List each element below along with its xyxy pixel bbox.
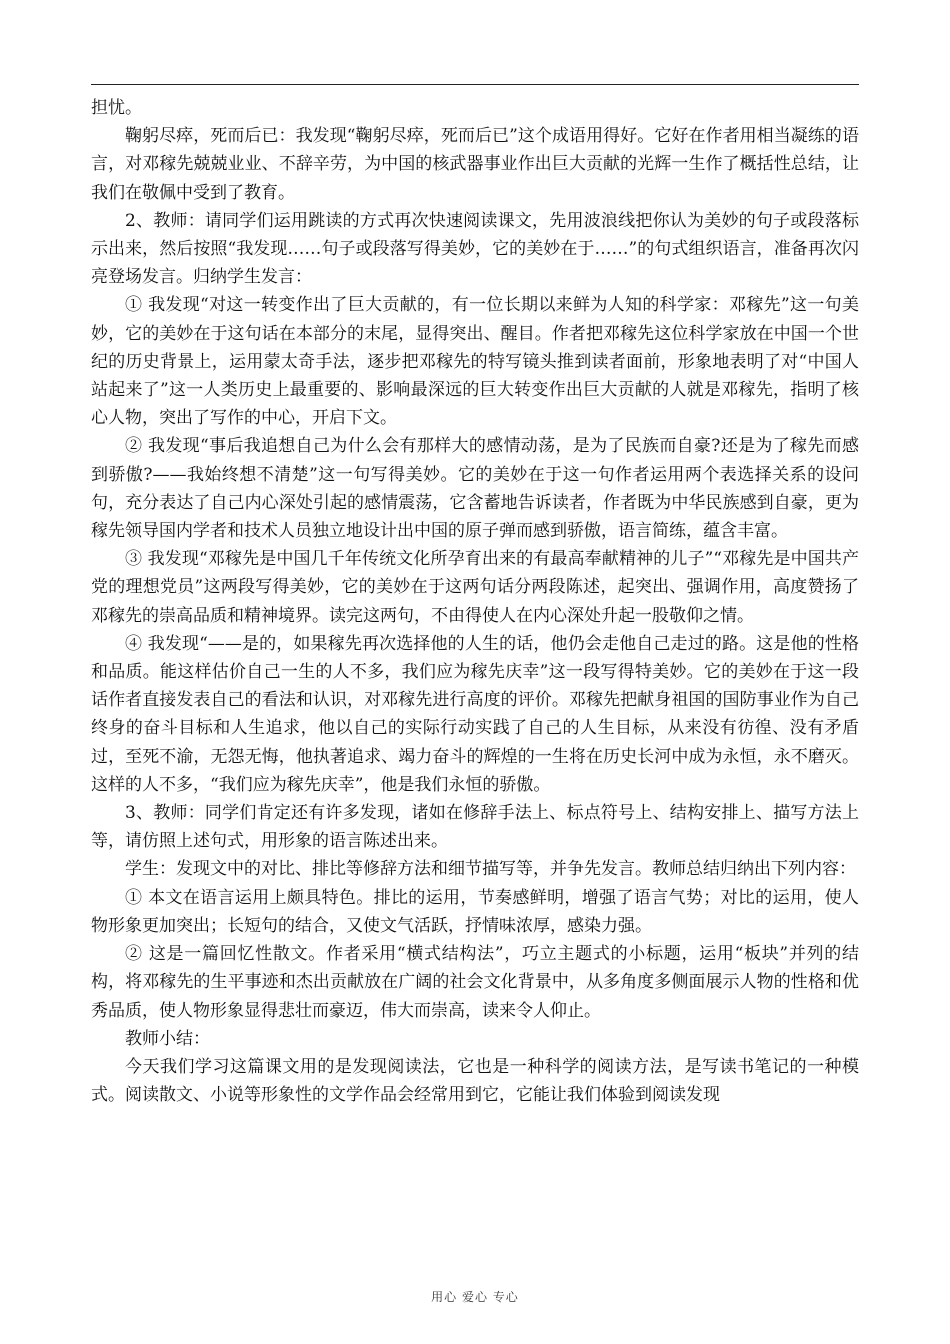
page-footer: 用心 爱心 专心 <box>431 1290 519 1304</box>
paragraph-teacher-summary: 今天我们学习这篇课文用的是发现阅读法，它也是一种科学的阅读方法，是写读书笔记的一种模式。阅读散文、小说等形象性的文学作品会经常用到它，它能让我们体验到阅读发现 <box>91 1056 859 1106</box>
document-body <box>91 94 859 1109</box>
paragraph-teacher-step-2: 2、教师：请同学们运用跳读的方式再次快速阅读课文，先用波浪线把你认为美妙的句子或段落标示出来，然后按照“我发现……句子或段落写得美妙，它的美妙在于……”的句式组织语言，准备再次闪亮登场发言。归纳学生发言： <box>91 210 859 288</box>
paragraph-teacher-summary-heading: 教师小结： <box>125 1028 210 1049</box>
paragraph-point-1: ① 我发现“对这一转变作出了巨大贡献的，有一位长期以来鲜为人知的科学家：邓稼先”这一句美妙，它的美妙在于这句话在本部分的末尾，显得突出、醒目。作者把邓稼先这位科学家放在中国一个世纪的历史背景上，运用蒙太奇手法，逐步把邓稼先的特写镜头推到读者面前，形象地表明了对“中国人站起来了”这一人类历史上最重要的、影响最深远的巨大转变作出巨大贡献的人就是邓稼先，指明了核心人物，突出了写作的中心，开启下文。 <box>91 295 859 429</box>
paragraph-point-3: ③ 我发现“邓稼先是中国几千年传统文化所孕育出来的有最高奉献精神的儿子”“邓稼先是中国共产党的理想党员”这两段写得美妙，它的美妙在于这两句话分两段陈述，起突出、强调作用，高度赞扬了邓稼先的崇高品质和精神境界。读完这两句，不由得使人在内心深处升起一股敬仰之情。 <box>91 549 859 626</box>
paragraph-point-2: ② 我发现“事后我追想自己为什么会有那样大的感情动荡，是为了民族而自豪?还是为了稼先而感到骄傲?——我始终想不清楚”这一句写得美妙。它的美妙在于这一句作者运用两个表选择关系的设问句，充分表达了自己内心深处引起的感情震荡，它含蓄地告诉读者，作者既为中华民族感到自豪，更为稼先领导国内学者和技术人员独立地设计出中国的原子弹而感到骄傲，语言简练，蕴含丰富。 <box>91 436 859 542</box>
paragraph-idiom-analysis: 鞠躬尽瘁，死而后已：我发现“鞠躬尽瘁，死而后已”这个成语用得好。它好在作者用相当凝练的语言，对邓稼先兢兢业业、不辞辛劳，为中国的核武器事业作出巨大贡献的光辉一生作了概括性总结，让我们在敬佩中受到了教育。 <box>91 126 859 203</box>
paragraph-student-response: 学生：发现文中的对比、排比等修辞方法和细节描写等，并争先发言。教师总结归纳出下列内容： <box>125 859 856 880</box>
paragraph-point-4: ④ 我发现“——是的，如果稼先再次选择他的人生的话，他仍会走他自己走过的路。这是他的性格和品质。能这样估价自己一生的人不多，我们应为稼先庆幸”这一段写得特美妙。它的美妙在于这一段话作者直接发表自己的看法和认识，对邓稼先进行高度的评价。邓稼先把献身祖国的国防事业作为自己终身的奋斗目标和人生追求，他以自己的实际行动实践了自己的人生目标，从来没有彷徨、没有矛盾过，至死不渝，无怨无悔，他执著追求、竭力奋斗的辉煌的一生将在历史长河中成为永恒，永不磨灭。这样的人不多，“我们应为稼先庆幸”，他是我们永恒的骄傲。 <box>91 633 859 795</box>
paragraph-continuation: 担忧。 <box>91 98 142 118</box>
header-rule <box>91 84 859 85</box>
paragraph-summary-point-1: ① 本文在语言运用上颇具特色。排比的运用，节奏感鲜明，增强了语言气势；对比的运用，使人物形象更加突出；长短句的结合，又使文气活跃，抒情味浓厚，感染力强。 <box>91 887 859 936</box>
paragraph-teacher-step-3: 3、教师：同学们肯定还有许多发现，诸如在修辞手法上、标点符号上、结构安排上、描写方法上等，请仿照上述句式，用形象的语言陈述出来。 <box>91 803 859 852</box>
paragraph-summary-point-2: ② 这是一篇回忆性散文。作者采用“横式结构法”，巧立主题式的小标题，运用“板块”并列的结构，将邓稼先的生平事迹和杰出贡献放在广阔的社会文化背景中，从多角度多侧面展示人物的性格和优秀品质，使人物形象显得悲壮而豪迈，伟大而崇高，读来令人仰止。 <box>91 944 859 1021</box>
